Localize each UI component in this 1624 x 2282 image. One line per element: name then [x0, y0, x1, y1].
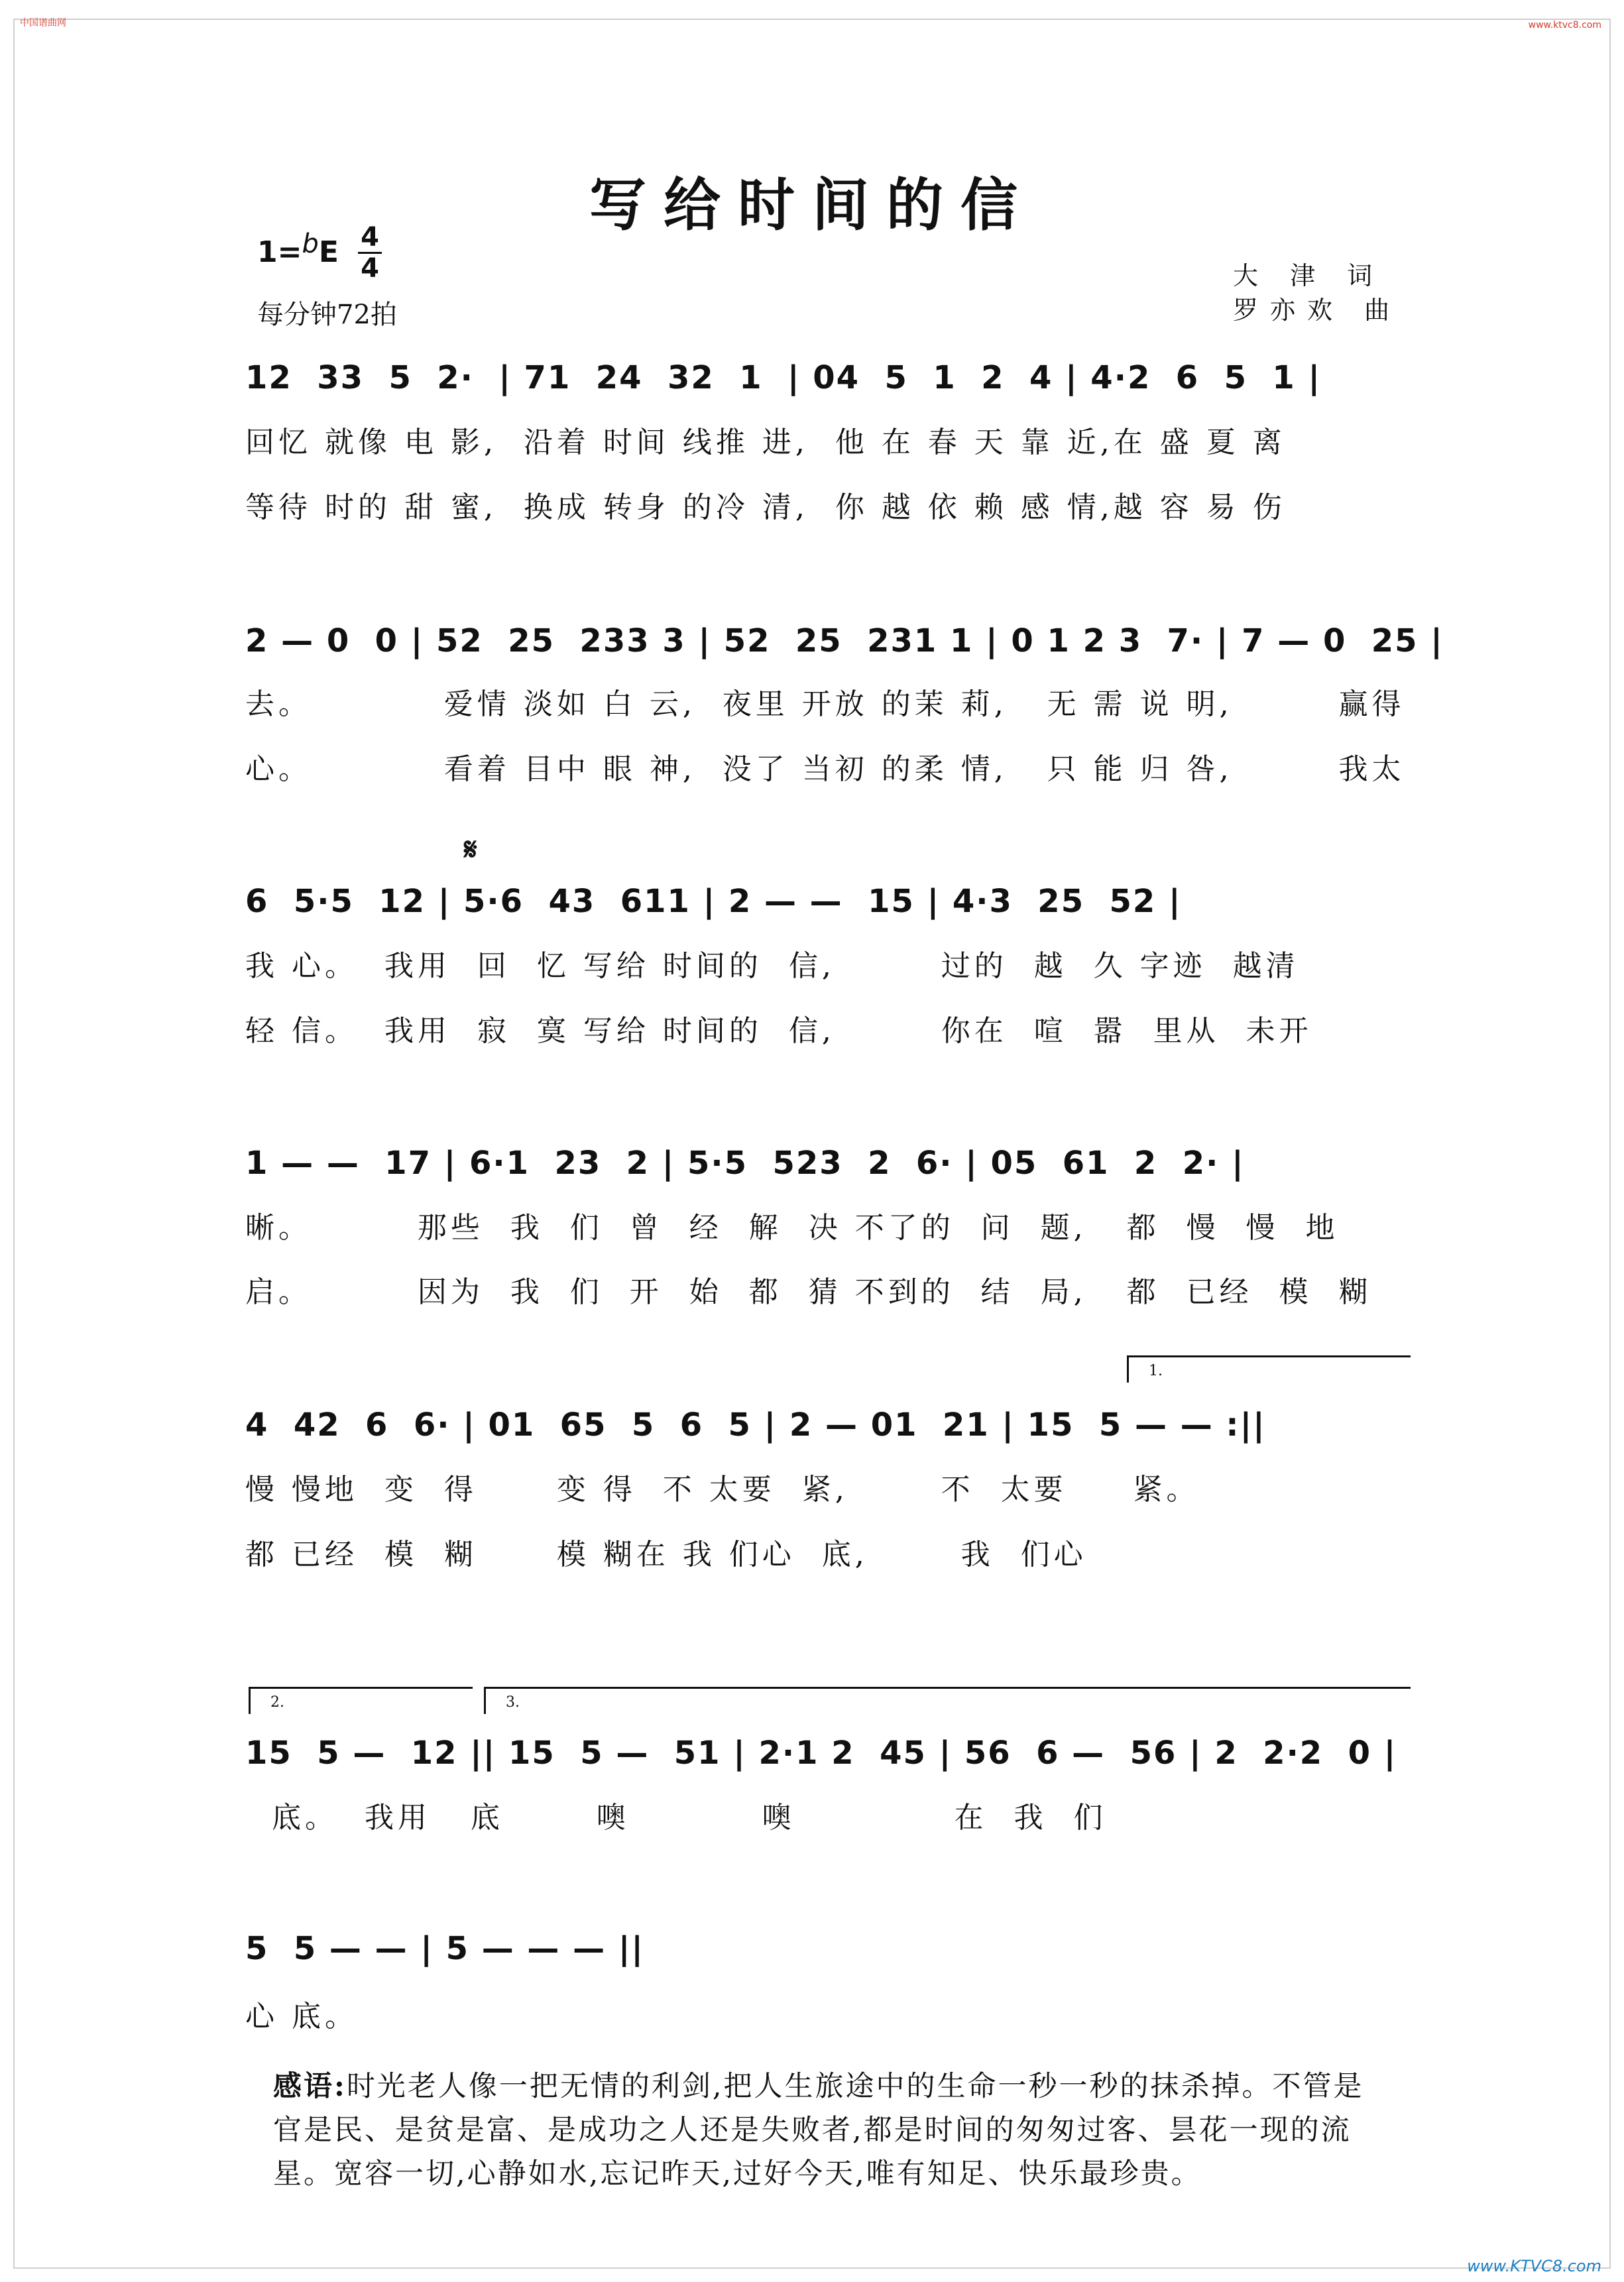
lyricist-credit: 大 津 词 — [1233, 261, 1385, 290]
composer-credit: 罗亦欢 曲 — [1233, 296, 1402, 325]
side-watermark-right — [1613, 27, 1622, 2253]
lyric-line-4-verse-1: 晰。 那些 我 们 曾 经 解 决 不了的 问 题, 都 慢 慢 地 — [245, 1211, 1339, 1245]
volta-label-1: 1. — [1149, 1363, 1163, 1379]
key-signature — [257, 229, 339, 269]
flat-sign: b — [302, 229, 319, 259]
song-title: 写给时间的信 — [589, 172, 1035, 239]
volta-label-3: 3. — [506, 1694, 520, 1711]
side-watermark-left — [2, 27, 11, 2253]
notation-line-2: 2 — 0 0 | 52 25 233 3 | 52 25 231 1 | 0 1 2 3 7· | 7 — 0 25 | — [245, 622, 1444, 659]
notation-line-6: 15 5 — 12 || 15 5 — 51 | 2·1 2 45 | 56 6 — 56 | 2 2·2 0 | — [245, 1735, 1397, 1772]
volta-bracket-2 — [249, 1687, 473, 1714]
lyric-line-1-verse-1: 回忆 就像 电 影, 沿着 时间 线推 进, 他 在 春 天 靠 近,在 盛 夏 离 — [245, 426, 1286, 459]
notation-line-1: 12 33 5 2· | 71 24 32 1 | 04 5 1 2 4 | 4·2 6 5 1 | — [245, 359, 1322, 396]
afterword-label: 感语: — [273, 2070, 347, 2103]
notation-line-5: 4 42 6 6· | 01 65 5 6 5 | 2 — 01 21 | 15 5 — — :|| — [245, 1406, 1266, 1444]
key-note: E — [318, 235, 339, 269]
meter-bottom: 4 — [361, 253, 379, 284]
lyric-line-2-verse-1: 去。 爱情 淡如 白 云, 夜里 开放 的茉 莉, 无 需 说 明, 赢得 — [245, 687, 1405, 721]
tempo-marking: 每分钟72拍 — [257, 300, 397, 330]
meter-top: 4 — [361, 222, 379, 253]
lyric-line-3-verse-2: 轻 信。 我用 寂 寞 写给 时间的 信, 你在 喧 嚣 里从 未开 — [245, 1014, 1312, 1048]
lyric-line-3-verse-1: 我 心。 我用 回 忆 写给 时间的 信, 过的 越 久 字迹 越清 — [245, 949, 1299, 983]
key-prefix: 1= — [257, 235, 302, 269]
lyric-line-7: 心 底。 — [245, 2000, 358, 2033]
lyric-line-5-verse-2: 都 已经 模 糊 模 糊在 我 们心 底, 我 们心 — [245, 1538, 1087, 1571]
time-signature — [358, 224, 382, 282]
lyric-line-6: 底。 我用 底 噢 噢 在 我 们 — [245, 1801, 1107, 1835]
volta-label-2: 2. — [270, 1694, 284, 1711]
site-logo-top-left[interactable]: 中国谱曲网 — [20, 18, 66, 29]
notation-line-4: 1 — — 17 | 6·1 23 2 | 5·5 523 2 6· | 05 61 2 2· | — [245, 1145, 1245, 1182]
volta-bracket-1 — [1127, 1355, 1411, 1383]
volta-bracket-3 — [484, 1687, 1411, 1714]
lyric-line-1-verse-2: 等待 时的 甜 蜜, 换成 转身 的冷 清, 你 越 依 赖 感 情,越 容 易 伤 — [245, 490, 1286, 524]
afterword-paragraph — [273, 2065, 1393, 2196]
notation-line-7: 5 5 — — | 5 — — — || — [245, 1930, 644, 1967]
site-url-top-right[interactable]: www.ktvc8.com — [1528, 20, 1601, 30]
notation-line-3: 6 5·5 12 | 5·6 43 611 | 2 — — 15 | 4·3 25 52 | — [245, 883, 1182, 920]
lyric-line-4-verse-2: 启。 因为 我 们 开 始 都 猜 不到的 结 局, 都 已经 模 糊 — [245, 1275, 1372, 1309]
afterword-text: 时光老人像一把无情的利剑,把人生旅途中的生命一秒一秒的抹杀掉。不管是官是民、是贫是富、是成功之人还是失败者,都是时间的匆匆过客、昙花一现的流星。宽容一切,心静如水,忘记昨天,过好今天,唯有知足、快乐最珍贵。 — [273, 2070, 1364, 2191]
lyric-line-5-verse-1: 慢 慢地 变 得 变 得 不 太要 紧, 不 太要 紧。 — [245, 1473, 1200, 1507]
segno-sign: 𝄋 — [464, 831, 477, 867]
site-url-bottom-right[interactable]: www.KTVC8.com — [1467, 2257, 1601, 2275]
lyric-line-2-verse-2: 心。 看着 目中 眼 神, 没了 当初 的柔 情, 只 能 归 咎, 我太 — [245, 752, 1405, 786]
